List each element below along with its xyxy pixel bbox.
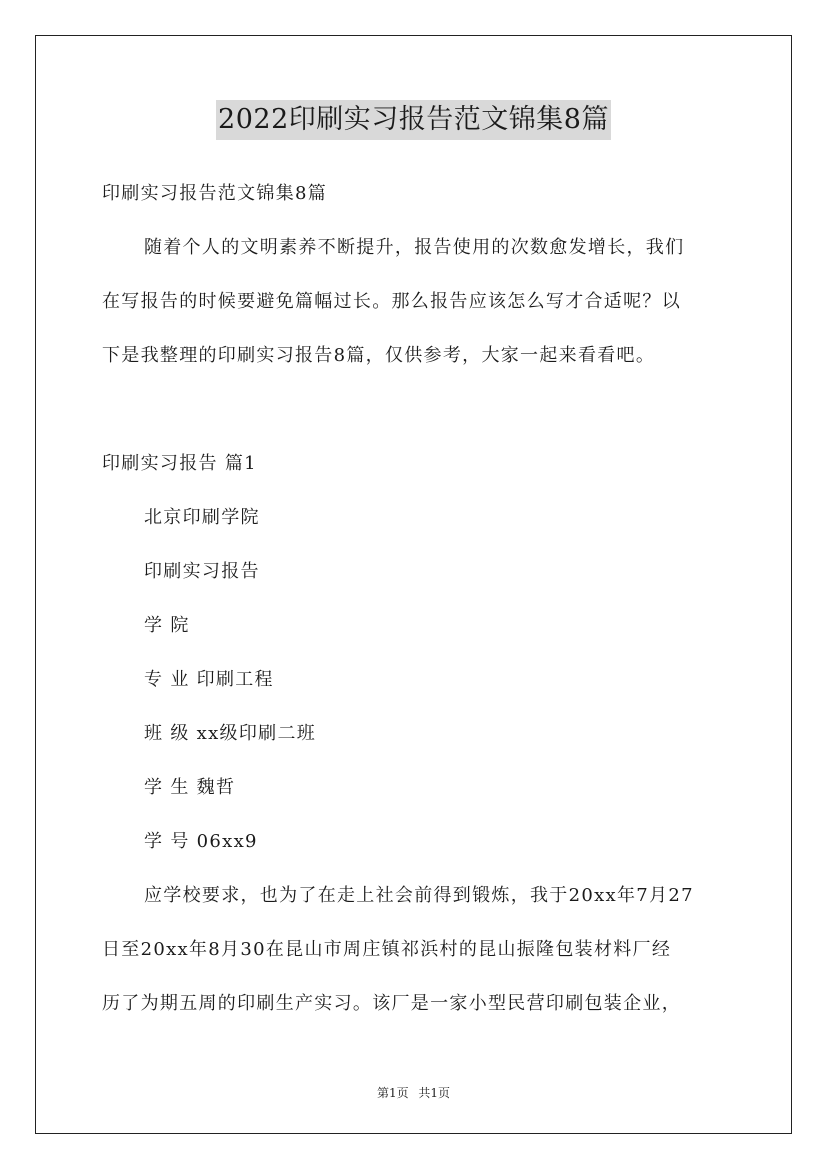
page-footer: [0, 1085, 827, 1101]
document-title: 2022印刷实习报告范文锦集8篇: [216, 100, 611, 140]
cover-college: 学 院: [144, 615, 190, 636]
cover-school: 北京印刷学院: [144, 507, 260, 528]
cover-major: 专 业 印刷工程: [144, 669, 274, 690]
cover-report-name: 印刷实习报告: [144, 561, 260, 582]
cover-student: 学 生 魏哲: [144, 777, 236, 798]
page-number-current: 第1页: [376, 1086, 409, 1100]
intro-line-1: 随着个人的文明素养不断提升，报告使用的次数愈发增长，我们: [144, 237, 685, 258]
cover-class: 班 级 xx级印刷二班: [144, 723, 317, 744]
document-subtitle: 印刷实习报告范文锦集8篇: [102, 183, 328, 204]
page-number-total: 共1页: [418, 1086, 451, 1100]
body-line-1: 应学校要求，也为了在走上社会前得到锻炼，我于20xx年7月27: [144, 885, 694, 906]
intro-line-2: 在写报告的时候要避免篇幅过长。那么报告应该怎么写才合适呢？以: [102, 291, 681, 312]
title-container: [0, 100, 827, 140]
body-line-3: 历了为期五周的印刷生产实习。该厂是一家小型民营印刷包装企业，: [102, 993, 681, 1014]
body-line-2: 日至20xx年8月30在昆山市周庄镇祁浜村的昆山振隆包装材料厂经: [102, 939, 672, 960]
section-heading: 印刷实习报告 篇1: [102, 453, 257, 474]
cover-student-id: 学 号 06xx9: [144, 831, 258, 852]
intro-line-3: 下是我整理的印刷实习报告8篇，仅供参考，大家一起来看看吧。: [102, 345, 656, 366]
